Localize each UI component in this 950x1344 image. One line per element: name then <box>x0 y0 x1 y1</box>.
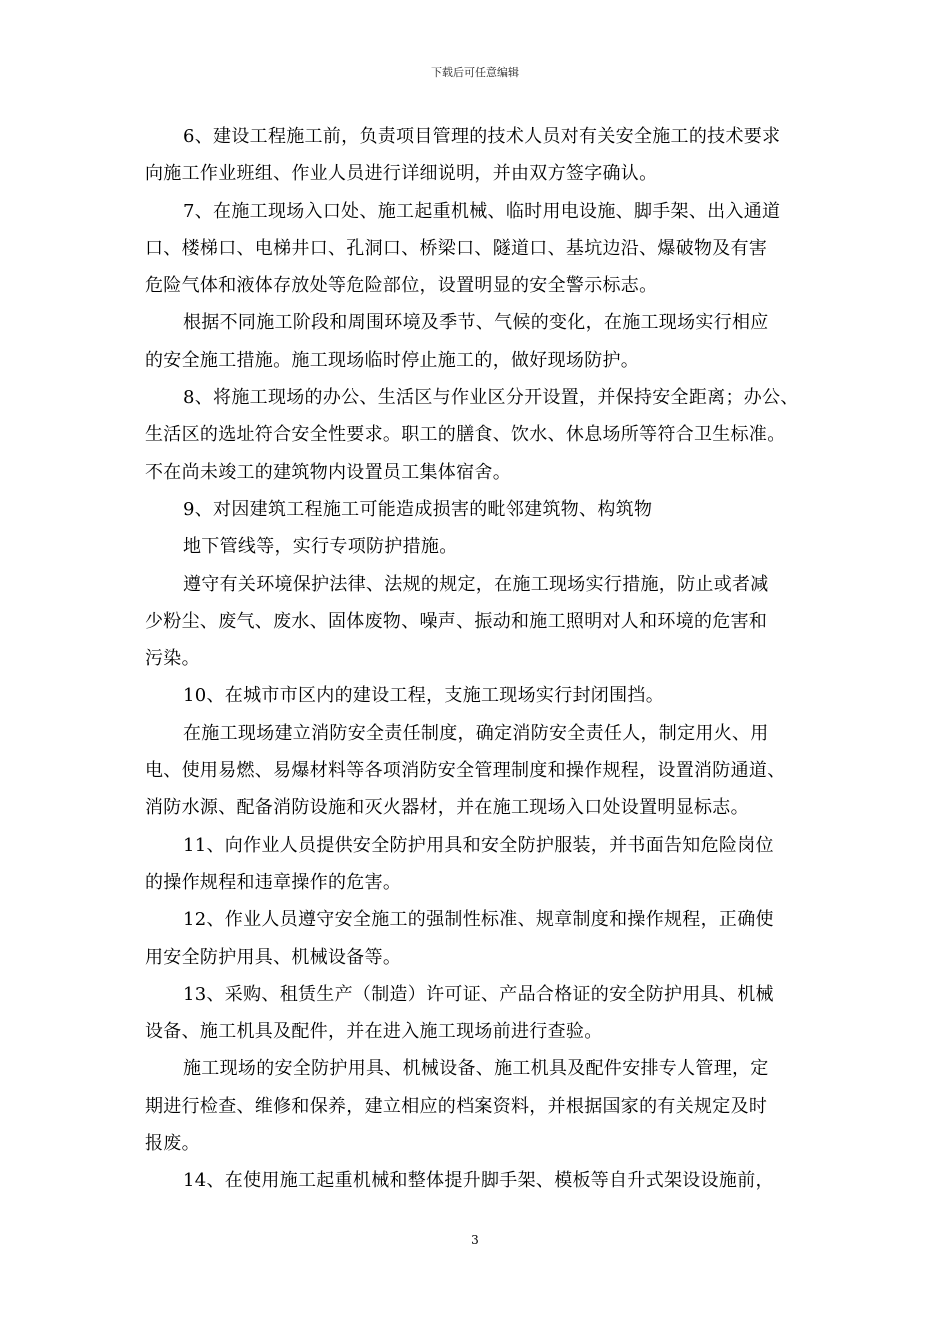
page-header-note: 下载后可任意编辑 <box>431 66 519 79</box>
page-number: 3 <box>471 1233 479 1247</box>
text-line: 的操作规程和违章操作的危害。 <box>145 871 402 893</box>
text-line: 危险气体和液体存放处等危险部位，设置明显的安全警示标志。 <box>145 275 658 297</box>
document-body <box>145 118 811 1200</box>
text-line: 污染。 <box>145 648 200 670</box>
text-line: 的安全施工措施。施工现场临时停止施工的，做好现场防护。 <box>145 349 640 371</box>
text-line: 施工现场的安全防护用具、机械设备、施工机具及配件安排专人管理，定 <box>183 1058 769 1080</box>
text-line: 消防水源、配备消防设施和灭火器材，并在施工现场入口处设置明显标志。 <box>145 797 749 819</box>
text-line: 用安全防护用具、机械设备等。 <box>145 946 402 968</box>
text-line: 12、作业人员遵守安全施工的强制性标准、规章制度和操作规程，正确使 <box>183 909 774 931</box>
text-line: 遵守有关环境保护法律、法规的规定，在施工现场实行措施，防止或者减 <box>183 573 769 595</box>
text-line: 不在尚未竣工的建筑物内设置员工集体宿舍。 <box>145 461 511 483</box>
text-line: 6、建设工程施工前，负责项目管理的技术人员对有关安全施工的技术要求 <box>183 126 781 147</box>
text-line: 在施工现场建立消防安全责任制度，确定消防安全责任人，制定用火、用 <box>183 722 769 744</box>
text-line: 13、采购、租赁生产（制造）许可证、产品合格证的安全防护用具、机械 <box>183 983 774 1005</box>
text-line: 向施工作业班组、作业人员进行详细说明，并由双方签字确认。 <box>145 163 658 185</box>
text-line: 11、向作业人员提供安全防护用具和安全防护服装，并书面告知危险岗位 <box>183 834 774 856</box>
text-line: 设备、施工机具及配件，并在进入施工现场前进行查验。 <box>145 1021 603 1043</box>
text-line: 地下管线等，实行专项防护措施。 <box>183 536 458 558</box>
text-line: 14、在使用施工起重机械和整体提升脚手架、模板等自升式架设设施前， <box>183 1170 774 1192</box>
text-line: 8、将施工现场的办公、生活区与作业区分开设置，并保持安全距离；办公、 <box>183 387 799 409</box>
text-line: 9、对因建筑工程施工可能造成损害的毗邻建筑物、构筑物 <box>183 498 653 520</box>
text-line: 7、在施工现场入口处、施工起重机械、临时用电设施、脚手架、出入通道 <box>183 200 781 222</box>
text-line: 生活区的选址符合安全性要求。职工的膳食、饮水、休息场所等符合卫生标准。 <box>145 424 786 446</box>
text-line: 根据不同施工阶段和周围环境及季节、气候的变化，在施工现场实行相应 <box>183 312 769 334</box>
text-line: 期进行检查、维修和保养，建立相应的档案资料，并根据国家的有关规定及时 <box>145 1095 768 1117</box>
text-line: 报废。 <box>145 1133 200 1155</box>
text-line: 口、楼梯口、电梯井口、孔洞口、桥梁口、隧道口、基坑边沿、爆破物及有害 <box>145 237 768 259</box>
text-line: 10、在城市市区内的建设工程，支施工现场实行封闭围挡。 <box>183 685 665 707</box>
text-line: 少粉尘、废气、废水、固体废物、噪声、振动和施工照明对人和环境的危害和 <box>145 610 768 632</box>
text-line: 电、使用易燃、易爆材料等各项消防安全管理制度和操作规程，设置消防通道、 <box>145 760 786 782</box>
